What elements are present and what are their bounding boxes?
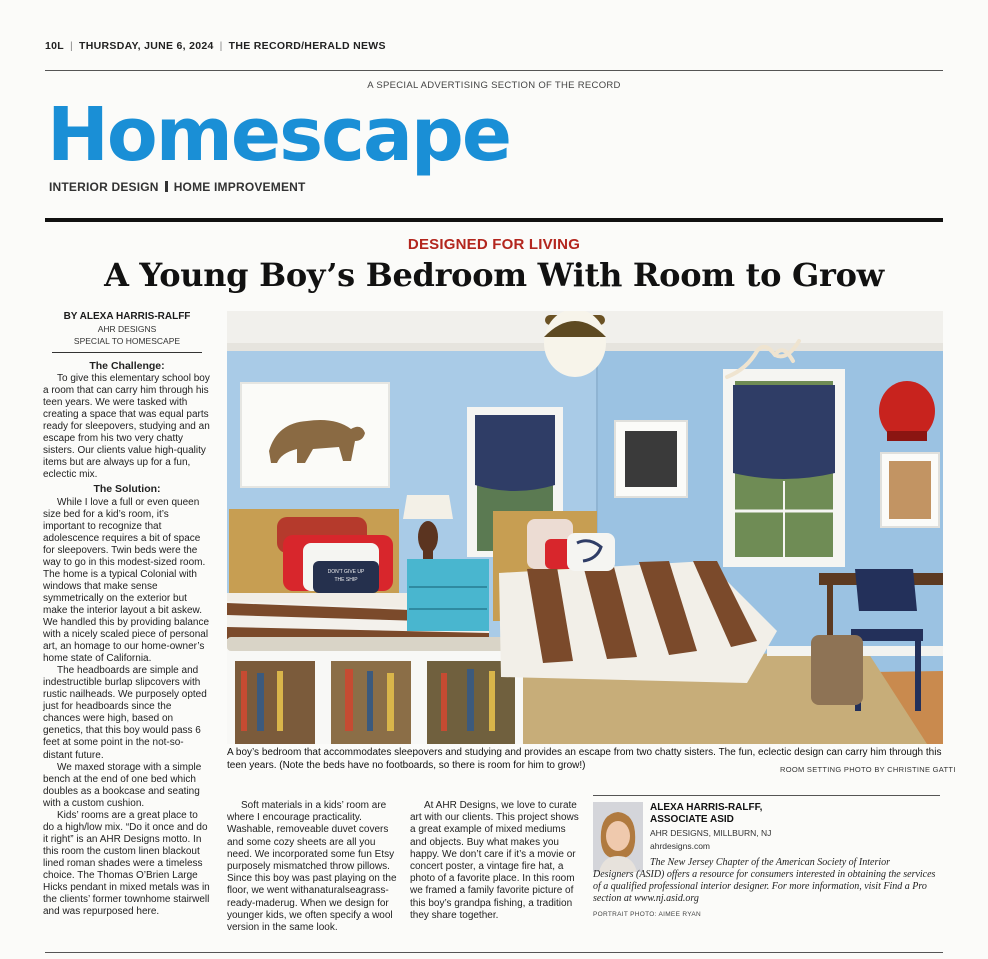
- subsection-interior-design: INTERIOR DESIGN: [49, 180, 159, 194]
- pillow-text-2: THE SHIP: [334, 577, 358, 583]
- article-paragraph: At AHR Designs, we love to curate art with our clients. This project shows a great example of mixed mediums and objects. Buy what makes you happy. We don’t care if it’s a movie or concert poster, a vintage fire hat, a photo of a favorite place. In this room we framed a family favorite picture of this boy’s grandpa fishing, a tradition they share together.: [410, 800, 579, 921]
- photo-caption: A boy’s bedroom that accommodates sleepovers and studying and provides an escape from two chatty sisters. The fun, eclectic design can carry him through this teen years. (Note the beds have no footboards, so there is room for him to grow!): [227, 747, 942, 771]
- portrait-credit: PORTRAIT PHOTO: AIMEE RYAN: [593, 911, 701, 918]
- byline-note: SPECIAL TO HOMESCAPE: [73, 336, 181, 346]
- folio-rule: [45, 70, 943, 71]
- section-masthead: Homescape: [47, 92, 511, 178]
- photo-credit: ROOM SETTING PHOTO BY CHRISTINE GATTI: [780, 765, 956, 774]
- article-headline: A Young Boy’s Bedroom With Room to Grow: [104, 256, 884, 294]
- paper-name: THE RECORD/HERALD NEWS: [228, 40, 386, 52]
- solution-heading: The Solution:: [93, 483, 161, 496]
- subsection-home-improvement: HOME IMPROVEMENT: [173, 180, 306, 194]
- bio-organization: AHR DESIGNS, MILLBURN, NJ: [650, 828, 772, 838]
- pillow-text-1: DON'T GIVE UP: [327, 569, 365, 575]
- bedroom-photo: [227, 311, 943, 744]
- article-column-1: [43, 358, 211, 918]
- article-paragraph: Kids’ rooms are a great place to do a high/low mix. “Do it once and do it right” is an AHR Designs motto. In this room the custom linen blackout lined roman shades were a timeless choice. The Thomas O’Brien Large Hicks pendant in mixed metals was in the clients’ former townhome stairwell and was repurposed here.: [43, 809, 210, 918]
- article-paragraph: The headboards are simple and indestructible burlap slipcovers with rustic nailheads. We purposely opted just for headboards since the chances were high, based on genetics, that this boy would pass 6 feet at some point in the not-so-distant future.: [43, 665, 207, 761]
- article-column-3: [410, 800, 580, 922]
- byline-author: BY ALEXA HARRIS-RALFF: [63, 311, 191, 322]
- byline-organization: AHR DESIGNS: [97, 324, 157, 334]
- article-paragraph: Soft materials in a kids’ room are where I encourage practicality. Washable, removeable duvet covers and some cozy sheets are all you need. We incorporated some fun Etsy purposely mismatched throw pillows. Since this boy was past playing on the floor, we went withanaturalseagrass-ready-maderug. When we design for younger kids, we often specify a wool version in the same look.: [227, 800, 397, 934]
- section-rule: [45, 218, 943, 222]
- article-paragraph: We maxed storage with a simple bench at the end of one bed which doubles as a bookcase and seating with a custom cushion.: [43, 761, 202, 809]
- bio-description: The New Jersey Chapter of the American Society of Interior Designers (ASID) offers a resource for consumers interested in obtaining the services of a qualified professional interior designer. For more information, visit Find a Pro section at www.nj.asid.org: [593, 857, 936, 904]
- bottom-rule: [45, 952, 943, 953]
- article-paragraph: While I love a full or even queen size bed for a kid’s room, it’s important to recognize that adolescence requires a bit of space for sleepovers. Twin beds were the way to go in this modest-sized room. The home is a typical Colonial with windows that make sense symmetrically on the exterior but make the interior layout a bit askew. We handled this by providing balance with a nicely scaled piece of personal art, an homage to our home-owner’s home state of California.: [43, 496, 210, 665]
- masthead-subsections: [49, 180, 306, 194]
- advertising-section-line: A SPECIAL ADVERTISING SECTION OF THE RECORD: [367, 80, 621, 91]
- page-number: 10L: [45, 40, 64, 52]
- bio-rule: [593, 795, 940, 796]
- subsection-divider: [165, 181, 168, 192]
- bio-website: ahrdesigns.com: [650, 841, 711, 851]
- bio-author-name: ALEXA HARRIS-RALFF, ASSOCIATE ASID: [650, 802, 763, 825]
- byline: [52, 311, 202, 346]
- article-kicker: DESIGNED FOR LIVING: [407, 236, 581, 253]
- article-paragraph: To give this elementary school boy a room that can carry him through his teen years. We were tasked with creating a space that was equal parts ready for sleepovers, studying and an escape from his two very chatty sisters. Our clients value high-quality items but are always up for a fun, eclectic mix.: [43, 373, 210, 481]
- folio-line: 10L | THURSDAY, JUNE 6, 2024 | THE RECORD/HERALD NEWS: [45, 40, 386, 52]
- byline-rule: [52, 352, 202, 353]
- article-column-2: [227, 800, 397, 934]
- challenge-heading: The Challenge:: [89, 360, 165, 372]
- issue-date: THURSDAY, JUNE 6, 2024: [79, 40, 214, 52]
